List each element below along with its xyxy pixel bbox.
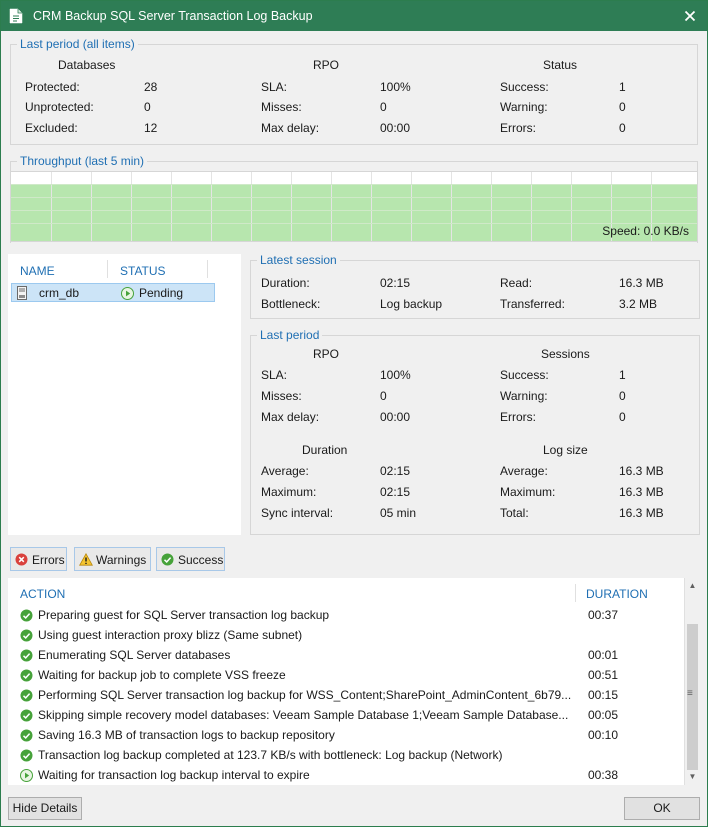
log-size-header: Log size <box>543 443 588 457</box>
duration-header: Duration <box>302 443 348 457</box>
log-row[interactable] <box>8 706 684 726</box>
bottleneck-value: Log backup <box>380 297 443 311</box>
object-status: Pending <box>139 286 184 300</box>
document-icon <box>9 8 23 24</box>
name-column-header[interactable]: NAME <box>20 264 55 278</box>
scroll-down-arrow-icon[interactable]: ▼ <box>688 772 697 781</box>
unprotected-label: Unprotected: <box>25 100 94 114</box>
window-title: CRM Backup SQL Server Transaction Log Backup <box>33 9 313 23</box>
average-label: Average: <box>261 464 309 478</box>
errors-filter-button[interactable] <box>10 547 67 571</box>
action-log-panel <box>8 578 700 785</box>
rpo-header: RPO <box>313 58 340 72</box>
errors-filter-label: Errors <box>32 553 65 567</box>
log-message: Performing SQL Server transaction log backup for WSS_Content;SharePoint_AdminContent_6b79... <box>38 688 572 702</box>
log-message: Skipping simple recovery model databases: Veeam Sample Database 1;Veeam Sample Database... <box>38 708 569 722</box>
max-delay-value: 00:00 <box>380 410 411 424</box>
running-icon <box>20 769 33 782</box>
chart-gridline <box>51 172 52 241</box>
log-message: Saving 16.3 MB of transaction logs to backup repository <box>38 728 335 742</box>
warning-label: Warning: <box>500 100 548 114</box>
log-row[interactable] <box>8 666 684 686</box>
chart-gridline <box>251 172 252 241</box>
chart-gridline <box>11 184 697 185</box>
max-delay-label: Max delay: <box>261 410 320 424</box>
group-title: Last period (all items) <box>17 37 138 51</box>
speed-label: Speed: 0.0 KB/s <box>602 224 689 238</box>
sla-value: 100% <box>380 80 411 94</box>
chart-gridline <box>11 210 697 211</box>
success-icon <box>20 749 33 762</box>
excluded-value: 12 <box>144 121 158 135</box>
action-column-header[interactable]: ACTION <box>20 587 66 601</box>
status-header: Status <box>543 58 578 72</box>
column-divider <box>207 260 208 278</box>
chart-gridline <box>411 172 412 241</box>
misses-value: 0 <box>380 389 387 403</box>
log-row[interactable] <box>8 646 684 666</box>
chart-gridline <box>451 172 452 241</box>
log-duration: 00:10 <box>588 728 619 742</box>
log-row[interactable] <box>8 746 684 766</box>
warning-icon <box>79 553 93 566</box>
log-row[interactable] <box>8 726 684 746</box>
success-value: 1 <box>619 368 626 382</box>
hide-details-button[interactable]: Hide Details <box>8 797 82 820</box>
log-row[interactable] <box>8 626 684 646</box>
success-value: 1 <box>619 80 626 94</box>
play-icon <box>121 287 134 300</box>
databases-header: Databases <box>58 58 116 72</box>
max-delay-label: Max delay: <box>261 121 320 135</box>
chart-gridline <box>571 172 572 241</box>
chart-gridline <box>211 172 212 241</box>
object-name: crm_db <box>39 286 80 300</box>
success-label: Success: <box>500 368 549 382</box>
log-row[interactable] <box>8 686 684 706</box>
log-row[interactable] <box>8 606 684 626</box>
column-divider <box>575 584 576 602</box>
max-delay-value: 00:00 <box>380 121 411 135</box>
throughput-fill <box>11 184 697 241</box>
sla-value: 100% <box>380 368 411 382</box>
ok-button[interactable]: OK <box>624 797 700 820</box>
success-icon <box>20 689 33 702</box>
log-duration: 00:38 <box>588 768 619 782</box>
unprotected-value: 0 <box>144 100 151 114</box>
success-icon <box>20 709 33 722</box>
group-title: Latest session <box>257 253 340 267</box>
error-icon <box>15 553 28 566</box>
sla-label: SLA: <box>261 80 288 94</box>
misses-value: 0 <box>380 100 387 114</box>
excluded-label: Excluded: <box>25 121 78 135</box>
success-filter-label: Success <box>178 553 224 567</box>
last-period-group <box>250 328 700 535</box>
chart-gridline <box>371 172 372 241</box>
object-row-crm-db[interactable] <box>11 283 215 302</box>
bottleneck-label: Bottleneck: <box>261 297 321 311</box>
log-average-label: Average: <box>500 464 548 478</box>
chart-gridline <box>171 172 172 241</box>
log-message: Waiting for transaction log backup interval to expire <box>38 768 310 782</box>
log-maximum-label: Maximum: <box>500 485 556 499</box>
log-average-value: 16.3 MB <box>619 464 664 478</box>
maximum-label: Maximum: <box>261 485 317 499</box>
read-label: Read: <box>500 276 533 290</box>
errors-value: 0 <box>619 410 626 424</box>
scroll-up-arrow-icon[interactable]: ▲ <box>688 581 697 590</box>
chart-gridline <box>531 172 532 241</box>
log-row[interactable] <box>8 766 684 786</box>
warning-value: 0 <box>619 100 626 114</box>
protected-value: 28 <box>144 80 158 94</box>
transferred-label: Transferred: <box>500 297 565 311</box>
success-label: Success: <box>500 80 549 94</box>
log-total-label: Total: <box>500 506 529 520</box>
chart-gridline <box>11 197 697 198</box>
sla-label: SLA: <box>261 368 288 382</box>
log-total-value: 16.3 MB <box>619 506 664 520</box>
log-duration: 00:51 <box>588 668 619 682</box>
scroll-grip-icon: ≡ <box>687 688 693 699</box>
errors-label: Errors: <box>500 410 536 424</box>
log-message: Enumerating SQL Server databases <box>38 648 231 662</box>
log-duration: 00:15 <box>588 688 619 702</box>
group-title: Throughput (last 5 min) <box>17 154 147 168</box>
warnings-filter-button[interactable] <box>74 547 151 571</box>
log-message: Using guest interaction proxy blizz (Same subnet) <box>38 628 303 642</box>
sync-interval-label: Sync interval: <box>261 506 334 520</box>
log-duration: 00:05 <box>588 708 619 722</box>
errors-value: 0 <box>619 121 626 135</box>
title-bar[interactable] <box>1 1 707 31</box>
log-message: Preparing guest for SQL Server transaction log backup <box>38 608 330 622</box>
success-filter-button[interactable] <box>156 547 225 571</box>
maximum-value: 02:15 <box>380 485 411 499</box>
duration-column-header[interactable]: DURATION <box>586 587 648 601</box>
chart-gridline <box>491 172 492 241</box>
warning-label: Warning: <box>500 389 548 403</box>
close-icon <box>684 10 696 22</box>
sessions-header: Sessions <box>541 347 590 361</box>
success-icon <box>161 553 174 566</box>
group-title: Last period <box>257 328 322 342</box>
success-icon <box>20 729 33 742</box>
warnings-filter-label: Warnings <box>96 553 147 567</box>
log-maximum-value: 16.3 MB <box>619 485 664 499</box>
log-message: Waiting for backup job to complete VSS freeze <box>38 668 286 682</box>
misses-label: Misses: <box>261 100 302 114</box>
average-value: 02:15 <box>380 464 411 478</box>
chart-gridline <box>331 172 332 241</box>
chart-gridline <box>11 223 697 224</box>
database-icon <box>17 286 27 300</box>
errors-label: Errors: <box>500 121 536 135</box>
transferred-value: 3.2 MB <box>619 297 658 311</box>
chart-gridline <box>91 172 92 241</box>
rpo-header: RPO <box>313 347 340 361</box>
chart-gridline <box>291 172 292 241</box>
success-icon <box>20 669 33 682</box>
misses-label: Misses: <box>261 389 302 403</box>
log-scrollbar[interactable] <box>684 578 700 785</box>
log-message: Transaction log backup completed at 123.7 KB/s with bottleneck: Log backup (Network) <box>38 748 503 762</box>
chart-gridline <box>131 172 132 241</box>
duration-value: 02:15 <box>380 276 411 290</box>
column-divider <box>107 260 108 278</box>
success-icon <box>20 649 33 662</box>
duration-label: Duration: <box>261 276 310 290</box>
warning-value: 0 <box>619 389 626 403</box>
log-duration: 00:01 <box>588 648 619 662</box>
protected-label: Protected: <box>25 80 80 94</box>
read-value: 16.3 MB <box>619 276 664 290</box>
success-icon <box>20 609 33 622</box>
close-button[interactable] <box>677 3 703 29</box>
throughput-chart <box>10 171 698 242</box>
success-icon <box>20 629 33 642</box>
sync-interval-value: 05 min <box>380 506 417 520</box>
log-duration: 00:37 <box>588 608 619 622</box>
status-column-header[interactable]: STATUS <box>120 264 166 278</box>
